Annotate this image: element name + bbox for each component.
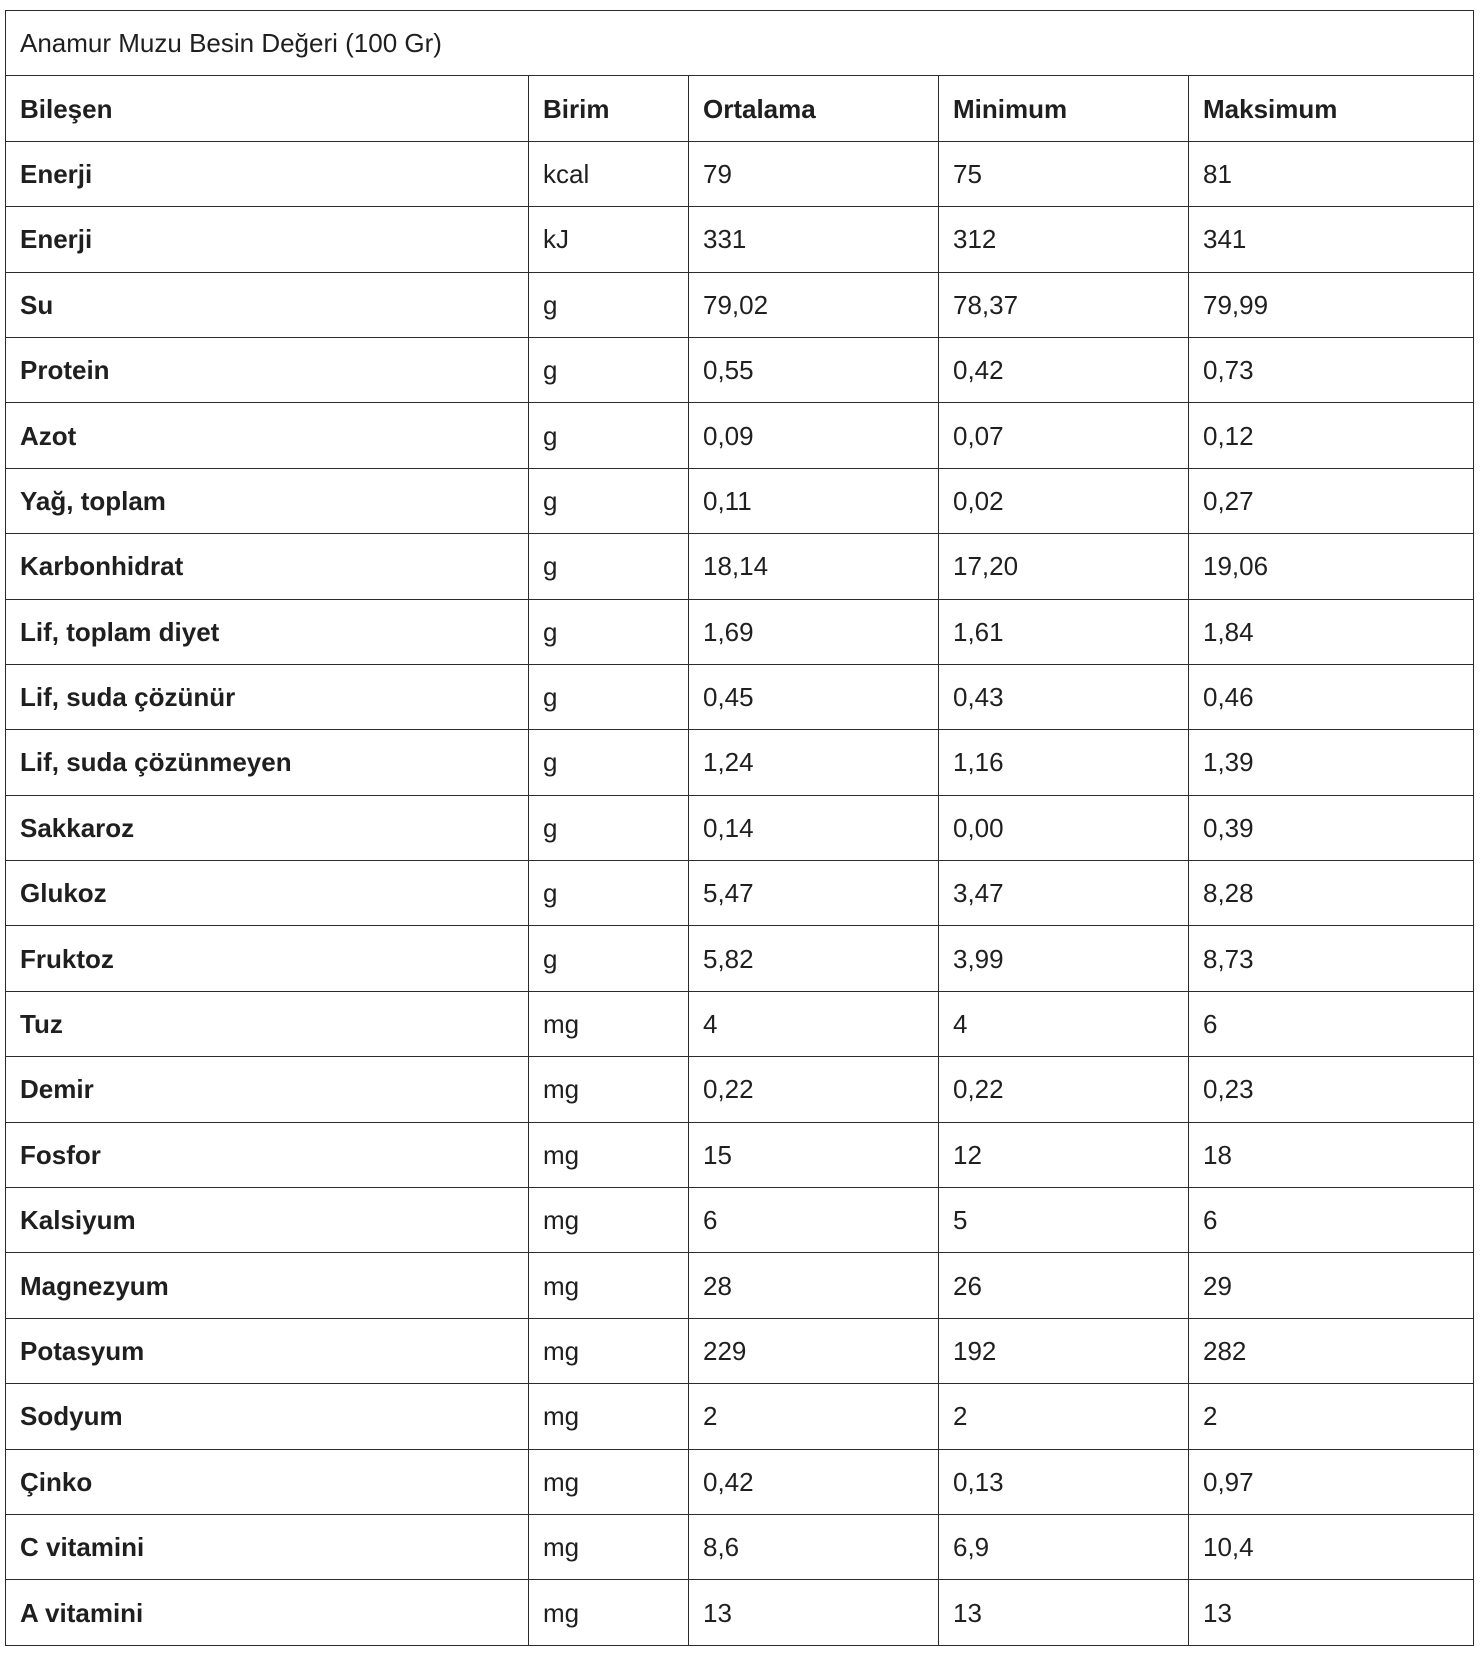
minimum-cell: 192 [939,1318,1189,1383]
maximum-cell: 2 [1189,1384,1474,1449]
component-cell: Azot [6,403,529,468]
table-row [6,1122,1474,1187]
maximum-cell: 1,39 [1189,730,1474,795]
minimum-cell: 4 [939,991,1189,1056]
component-cell: Sodyum [6,1384,529,1449]
maximum-cell: 0,97 [1189,1449,1474,1514]
component-cell: Karbonhidrat [6,534,529,599]
average-cell: 13 [689,1580,939,1646]
maximum-cell: 1,84 [1189,599,1474,664]
minimum-cell: 312 [939,207,1189,272]
unit-cell: mg [529,1580,689,1646]
table-row [6,272,1474,337]
minimum-cell: 0,43 [939,664,1189,729]
table-row [6,795,1474,860]
unit-cell: mg [529,991,689,1056]
unit-cell: kJ [529,207,689,272]
maximum-cell: 8,28 [1189,861,1474,926]
unit-cell: g [529,926,689,991]
header-average: Ortalama [689,76,939,141]
average-cell: 5,82 [689,926,939,991]
average-cell: 331 [689,207,939,272]
average-cell: 28 [689,1253,939,1318]
component-cell: Tuz [6,991,529,1056]
table-row [6,141,1474,206]
table-row [6,991,1474,1056]
unit-cell: g [529,861,689,926]
average-cell: 0,42 [689,1449,939,1514]
table-row [6,599,1474,664]
table-row [6,730,1474,795]
component-cell: Lif, suda çözünür [6,664,529,729]
minimum-cell: 6,9 [939,1514,1189,1579]
unit-cell: mg [529,1384,689,1449]
minimum-cell: 75 [939,141,1189,206]
component-cell: Enerji [6,141,529,206]
maximum-cell: 341 [1189,207,1474,272]
maximum-cell: 79,99 [1189,272,1474,337]
minimum-cell: 0,13 [939,1449,1189,1514]
unit-cell: g [529,337,689,402]
minimum-cell: 1,16 [939,730,1189,795]
maximum-cell: 19,06 [1189,534,1474,599]
minimum-cell: 0,42 [939,337,1189,402]
component-cell: Lif, suda çözünmeyen [6,730,529,795]
maximum-cell: 6 [1189,1188,1474,1253]
minimum-cell: 0,22 [939,1057,1189,1122]
maximum-cell: 6 [1189,991,1474,1056]
average-cell: 0,09 [689,403,939,468]
table-row [6,403,1474,468]
average-cell: 8,6 [689,1514,939,1579]
average-cell: 0,45 [689,664,939,729]
header-component: Bileşen [6,76,529,141]
nutrition-table [5,10,1474,1646]
average-cell: 0,11 [689,468,939,533]
component-cell: Çinko [6,1449,529,1514]
unit-cell: g [529,534,689,599]
unit-cell: mg [529,1057,689,1122]
header-minimum: Minimum [939,76,1189,141]
component-cell: A vitamini [6,1580,529,1646]
maximum-cell: 0,23 [1189,1057,1474,1122]
unit-cell: mg [529,1122,689,1187]
maximum-cell: 13 [1189,1580,1474,1646]
component-cell: Sakkaroz [6,795,529,860]
table-row [6,1188,1474,1253]
unit-cell: g [529,272,689,337]
minimum-cell: 1,61 [939,599,1189,664]
minimum-cell: 0,07 [939,403,1189,468]
table-row [6,1057,1474,1122]
minimum-cell: 12 [939,1122,1189,1187]
component-cell: Kalsiyum [6,1188,529,1253]
maximum-cell: 282 [1189,1318,1474,1383]
component-cell: Su [6,272,529,337]
unit-cell: g [529,599,689,664]
table-row [6,1580,1474,1646]
caption-row [6,11,1474,76]
table-row [6,1449,1474,1514]
minimum-cell: 0,00 [939,795,1189,860]
table-row [6,926,1474,991]
minimum-cell: 26 [939,1253,1189,1318]
unit-cell: mg [529,1449,689,1514]
maximum-cell: 0,39 [1189,795,1474,860]
component-cell: Lif, toplam diyet [6,599,529,664]
maximum-cell: 10,4 [1189,1514,1474,1579]
average-cell: 4 [689,991,939,1056]
table-row [6,468,1474,533]
average-cell: 79 [689,141,939,206]
unit-cell: mg [529,1318,689,1383]
maximum-cell: 0,27 [1189,468,1474,533]
minimum-cell: 78,37 [939,272,1189,337]
component-cell: Enerji [6,207,529,272]
component-cell: Fosfor [6,1122,529,1187]
average-cell: 15 [689,1122,939,1187]
component-cell: Magnezyum [6,1253,529,1318]
average-cell: 0,22 [689,1057,939,1122]
unit-cell: g [529,403,689,468]
table-row [6,1514,1474,1579]
maximum-cell: 81 [1189,141,1474,206]
minimum-cell: 0,02 [939,468,1189,533]
average-cell: 6 [689,1188,939,1253]
average-cell: 229 [689,1318,939,1383]
header-unit: Birim [529,76,689,141]
average-cell: 1,24 [689,730,939,795]
maximum-cell: 0,73 [1189,337,1474,402]
table-row [6,1384,1474,1449]
average-cell: 1,69 [689,599,939,664]
table-row [6,337,1474,402]
minimum-cell: 3,99 [939,926,1189,991]
unit-cell: mg [529,1514,689,1579]
average-cell: 18,14 [689,534,939,599]
unit-cell: g [529,664,689,729]
average-cell: 2 [689,1384,939,1449]
table-row [6,664,1474,729]
average-cell: 0,14 [689,795,939,860]
average-cell: 0,55 [689,337,939,402]
maximum-cell: 8,73 [1189,926,1474,991]
unit-cell: mg [529,1188,689,1253]
maximum-cell: 18 [1189,1122,1474,1187]
minimum-cell: 2 [939,1384,1189,1449]
table-row [6,534,1474,599]
minimum-cell: 3,47 [939,861,1189,926]
component-cell: Demir [6,1057,529,1122]
minimum-cell: 5 [939,1188,1189,1253]
maximum-cell: 0,12 [1189,403,1474,468]
average-cell: 79,02 [689,272,939,337]
unit-cell: g [529,468,689,533]
component-cell: Potasyum [6,1318,529,1383]
component-cell: Yağ, toplam [6,468,529,533]
unit-cell: g [529,730,689,795]
component-cell: Fruktoz [6,926,529,991]
table-row [6,1318,1474,1383]
maximum-cell: 0,46 [1189,664,1474,729]
minimum-cell: 17,20 [939,534,1189,599]
maximum-cell: 29 [1189,1253,1474,1318]
table-row [6,861,1474,926]
header-row [6,76,1474,141]
table-caption: Anamur Muzu Besin Değeri (100 Gr) [6,11,1474,76]
minimum-cell: 13 [939,1580,1189,1646]
component-cell: Protein [6,337,529,402]
component-cell: Glukoz [6,861,529,926]
unit-cell: g [529,795,689,860]
unit-cell: mg [529,1253,689,1318]
table-row [6,1253,1474,1318]
unit-cell: kcal [529,141,689,206]
table-row [6,207,1474,272]
component-cell: C vitamini [6,1514,529,1579]
average-cell: 5,47 [689,861,939,926]
header-maximum: Maksimum [1189,76,1474,141]
